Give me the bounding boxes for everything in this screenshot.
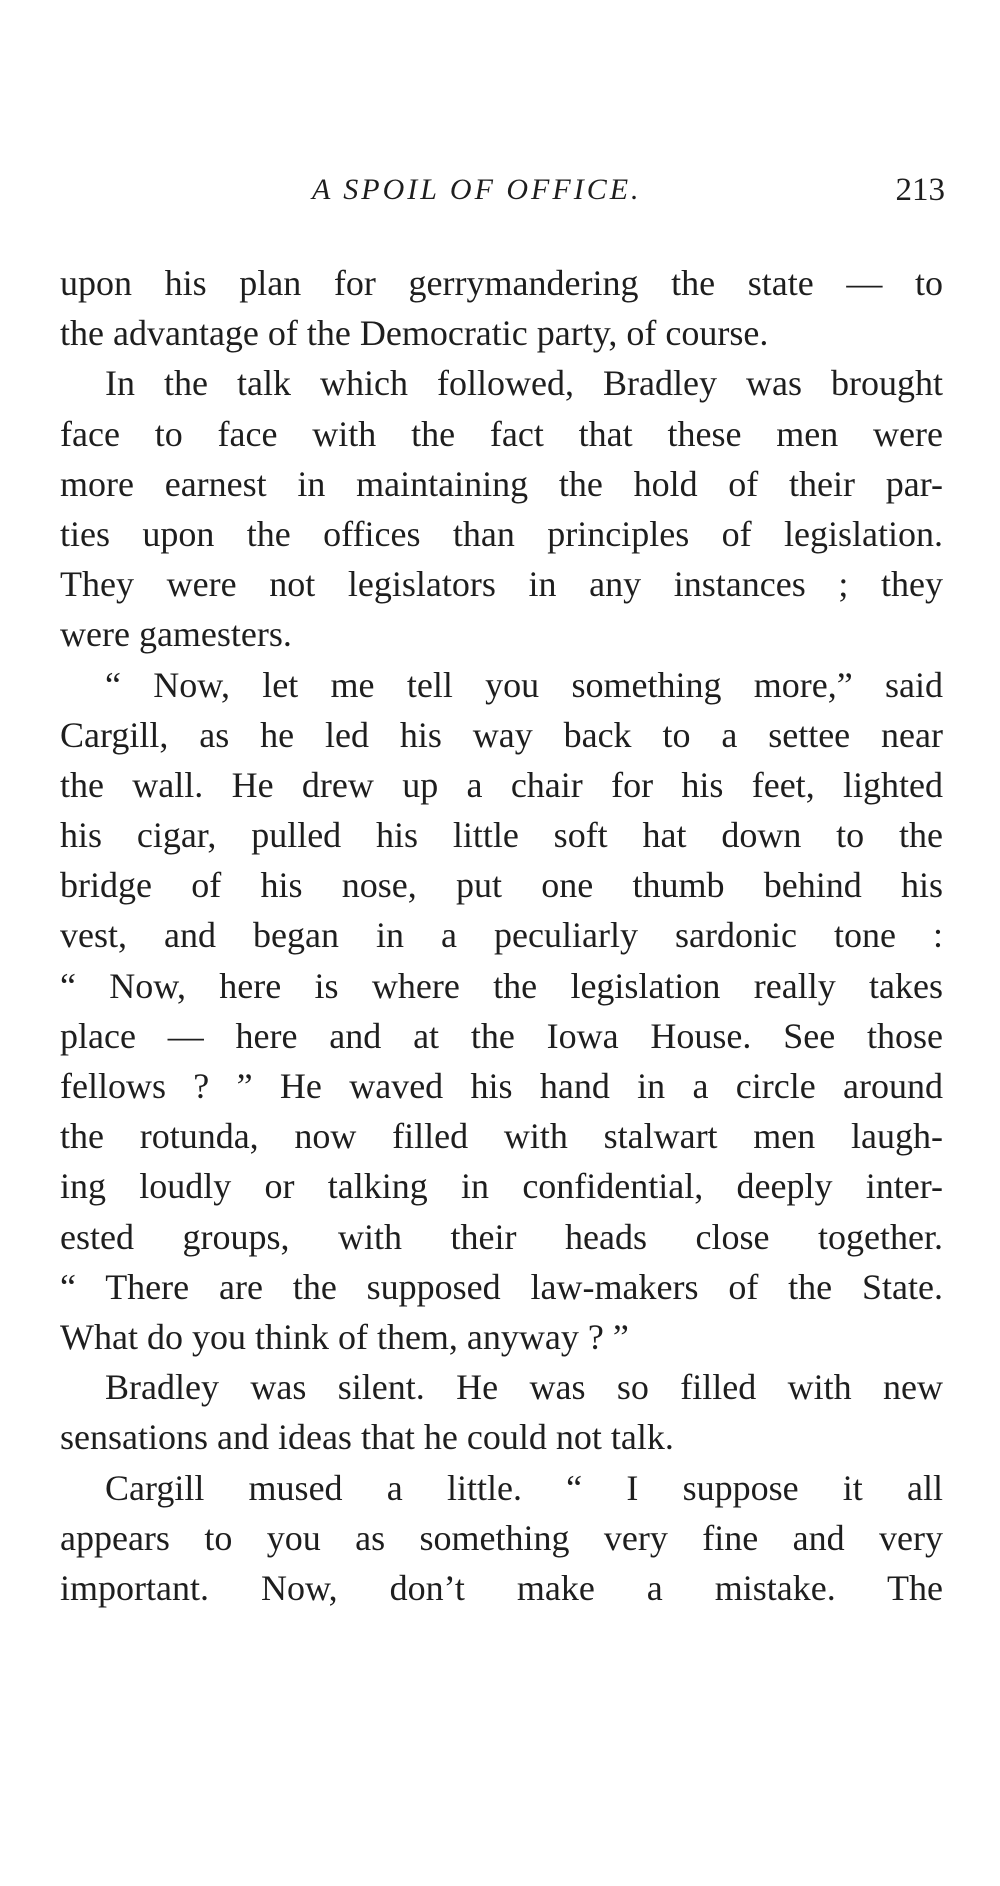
text-line: ested groups, with their heads close together.: [60, 1216, 943, 1257]
text-line: Bradley was silent. He was so filled with new: [105, 1367, 943, 1408]
text-line: In the talk which followed, Bradley was brought: [105, 363, 943, 404]
text-line: ing loudly or talking in confidential, deeply inter-: [60, 1166, 943, 1207]
text-line: sensations and ideas that he could not talk.: [60, 1417, 674, 1458]
text-line: place — here and at the Iowa House. See those: [60, 1015, 943, 1056]
text-line: upon his plan for gerrymandering the state — to: [60, 263, 943, 303]
text-line: the rotunda, now filled with stalwart men laugh-: [60, 1116, 943, 1157]
body-text: [60, 258, 943, 1613]
text-line: vest, and began in a peculiarly sardonic tone :: [60, 915, 943, 956]
text-line: “ Now, here is where the legislation really takes: [60, 965, 943, 1006]
running-title: A SPOIL OF OFFICE.: [312, 173, 642, 206]
page-number: 213: [895, 172, 945, 208]
text-line: the advantage of the Democratic party, of course.: [60, 313, 769, 354]
text-line: his cigar, pulled his little soft hat down to the: [60, 815, 943, 856]
text-line: Cargill mused a little. “ I suppose it all: [105, 1467, 943, 1508]
text-line: Cargill, as he led his way back to a settee near: [60, 714, 943, 755]
text-line: What do you think of them, anyway ? ”: [60, 1316, 629, 1357]
running-head: [60, 170, 945, 214]
text-line: important. Now, don’t make a mistake. The: [60, 1567, 943, 1608]
text-line: appears to you as something very fine and very: [60, 1517, 943, 1558]
text-line: fellows ? ” He waved his hand in a circle around: [60, 1066, 943, 1106]
text-line: “ Now, let me tell you something more,” said: [105, 664, 943, 705]
text-line: ties upon the offices than principles of legislation.: [60, 513, 943, 554]
text-line: more earnest in maintaining the hold of their par-: [60, 463, 943, 504]
text-line: “ There are the supposed law-makers of the State.: [60, 1266, 943, 1307]
text-line: face to face with the fact that these men were: [60, 413, 943, 454]
text-line: bridge of his nose, put one thumb behind his: [60, 865, 943, 906]
text-line: They were not legislators in any instances ; they: [60, 564, 943, 605]
text-line: were gamesters.: [60, 614, 292, 655]
text-line: the wall. He drew up a chair for his feet, lighted: [60, 764, 943, 805]
